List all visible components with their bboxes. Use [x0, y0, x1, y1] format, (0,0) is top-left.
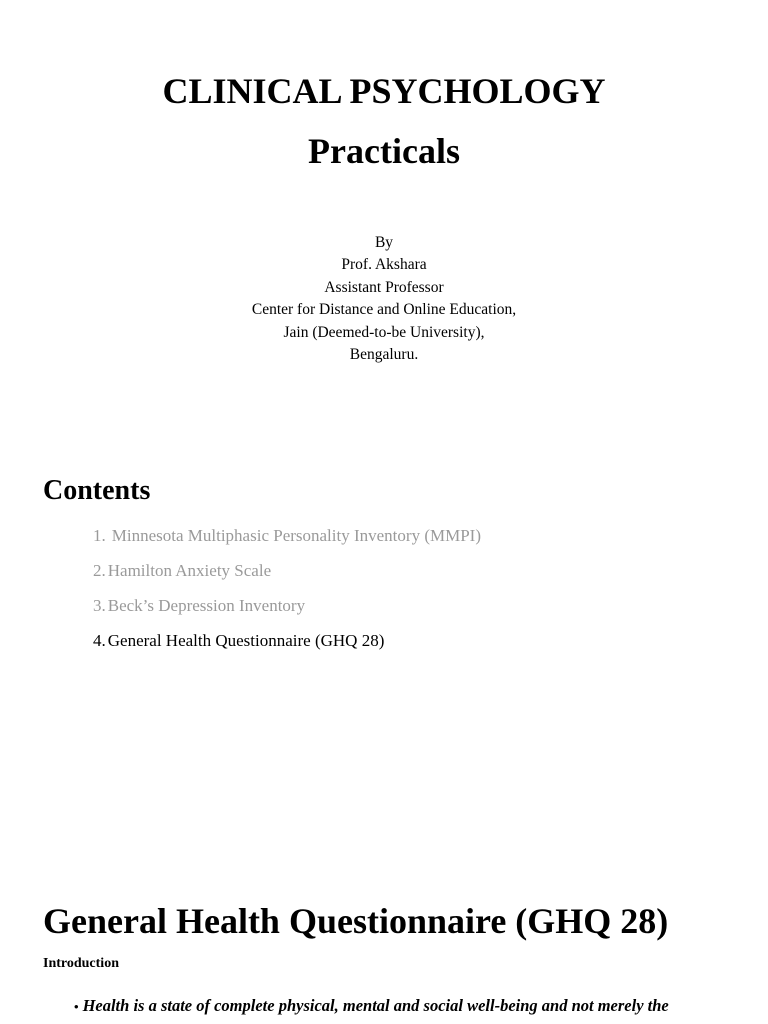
contents-item-mmpi[interactable]	[93, 523, 481, 558]
contents-heading: Contents	[43, 475, 151, 506]
author-name: Prof. Akshara	[341, 256, 427, 274]
contents-item-beck[interactable]	[93, 593, 481, 628]
contents-item-hamilton[interactable]	[93, 558, 481, 593]
contents-item-label: General Health Questionnaire (GHQ 28)	[107, 631, 385, 650]
contents-item-number: 2.	[93, 561, 106, 580]
author-by: By	[374, 234, 394, 251]
introduction-label: Introduction	[43, 956, 119, 971]
section-heading: General Health Questionnaire (GHQ 28)	[43, 901, 669, 941]
bullet-item	[74, 995, 669, 1018]
bullet-text: Health is a state of complete physical, mental and social well-being and not merely the	[82, 996, 669, 1015]
author-center: Center for Distance and Online Education,	[251, 301, 517, 319]
bullet-dot-icon: •	[74, 999, 79, 1014]
document-subtitle: Practicals	[308, 131, 460, 171]
author-university: Jain (Deemed-to-be University),	[283, 323, 485, 341]
contents-item-number: 4.	[93, 631, 106, 650]
contents-item-label: Hamilton Anxiety Scale	[107, 561, 272, 580]
contents-item-label: Minnesota Multiphasic Personality Inventory (MMPI)	[111, 526, 481, 545]
contents-item-label: Beck’s Depression Inventory	[107, 596, 306, 615]
author-block	[0, 232, 768, 366]
author-city: Bengaluru.	[349, 346, 419, 364]
contents-item-number: 1.	[93, 526, 106, 545]
contents-item-ghq[interactable]	[93, 628, 481, 663]
contents-item-number: 3.	[93, 596, 106, 615]
author-position: Assistant Professor	[324, 278, 444, 296]
contents-list	[93, 523, 481, 663]
document-title: CLINICAL PSYCHOLOGY	[162, 71, 606, 111]
